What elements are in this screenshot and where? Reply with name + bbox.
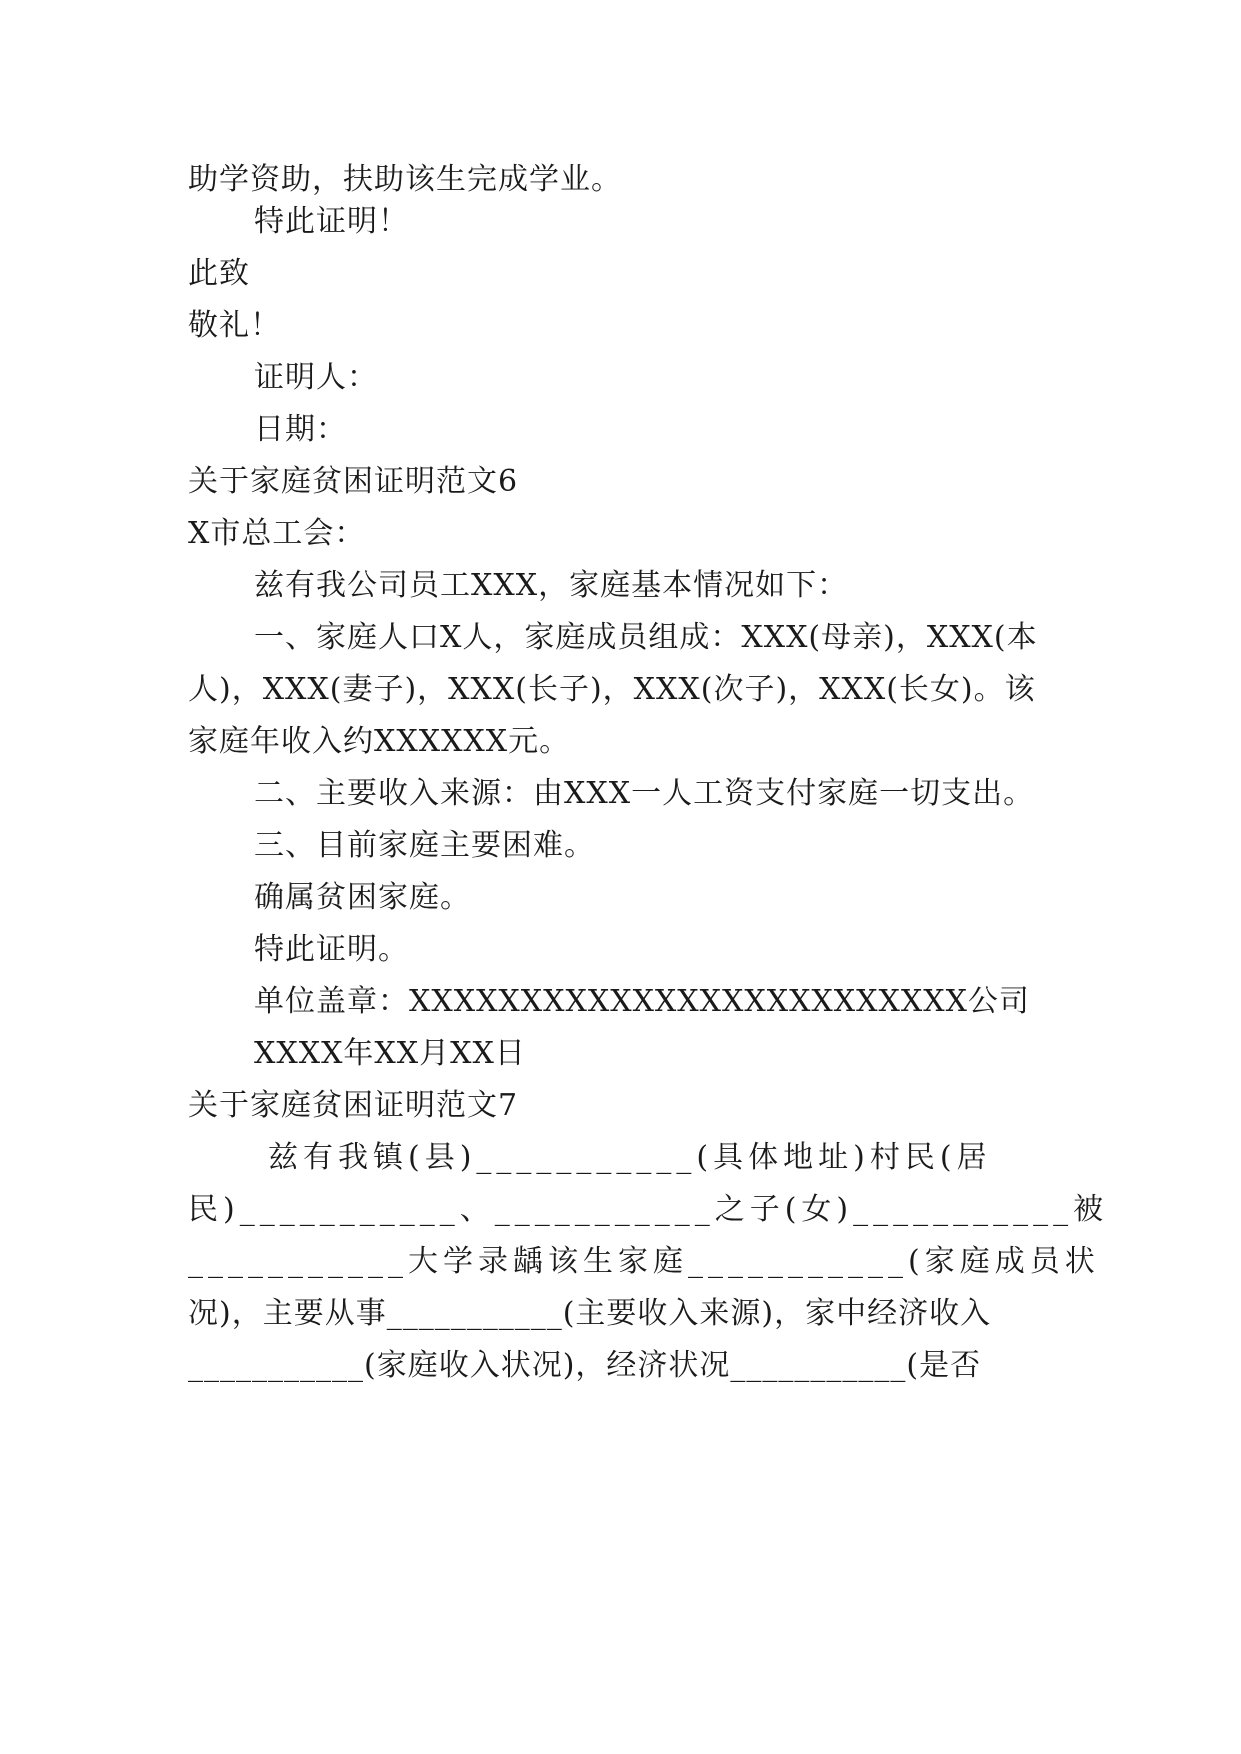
paragraph-line: 确属贫困家庭。 [254,880,471,915]
paragraph-line: 特此证明。 [254,932,409,967]
paragraph-line: 人)，XXX(妻子)，XXX(长子)，XXX(次子)，XXX(长女)。该 [188,672,1036,707]
paragraph-line: ___________(家庭收入状况)，经济状况___________(是否 [188,1348,982,1383]
section-heading: 关于家庭贫困证明范文6 [188,464,519,499]
paragraph-line: 二、主要收入来源：由XXX一人工资支付家庭一切支出。 [254,776,1035,811]
paragraph-line: 况)，主要从事___________(主要收入来源)，家中经济收入 [188,1296,992,1331]
paragraph-line: 兹有我镇(县)___________(具体地址)村民(居 [268,1140,992,1175]
addressee-line: X市总工会： [188,516,366,551]
paragraph-line: 兹有我公司员工XXX，家庭基本情况如下： [254,568,849,603]
paragraph-line: 民)___________、___________之子(女)___________被 [188,1192,1109,1227]
paragraph-line: 一、家庭人口X人，家庭成员组成：XXX(母亲)，XXX(本 [254,620,1038,655]
stamp-line: 单位盖章：XXXXXXXXXXXXXXXXXXXXXXXXX公司 [254,984,1030,1019]
signature-line: 证明人： [254,360,378,395]
paragraph-line: ___________大学录龋该生家庭___________(家庭成员状 [188,1244,1100,1279]
paragraph-line: 助学资助，扶助该生完成学业。 [188,162,622,197]
date-line: XXXX年XX月XX日 [254,1036,526,1071]
section-heading: 关于家庭贫困证明范文7 [188,1088,519,1123]
paragraph-line: 家庭年收入约XXXXXX元。 [188,724,571,759]
salutation-line: 此致 [188,256,250,291]
salutation-line: 敬礼！ [188,308,281,343]
date-line: 日期： [254,412,347,447]
paragraph-line: 特此证明！ [254,204,409,239]
paragraph-line: 三、目前家庭主要困难。 [254,828,595,863]
